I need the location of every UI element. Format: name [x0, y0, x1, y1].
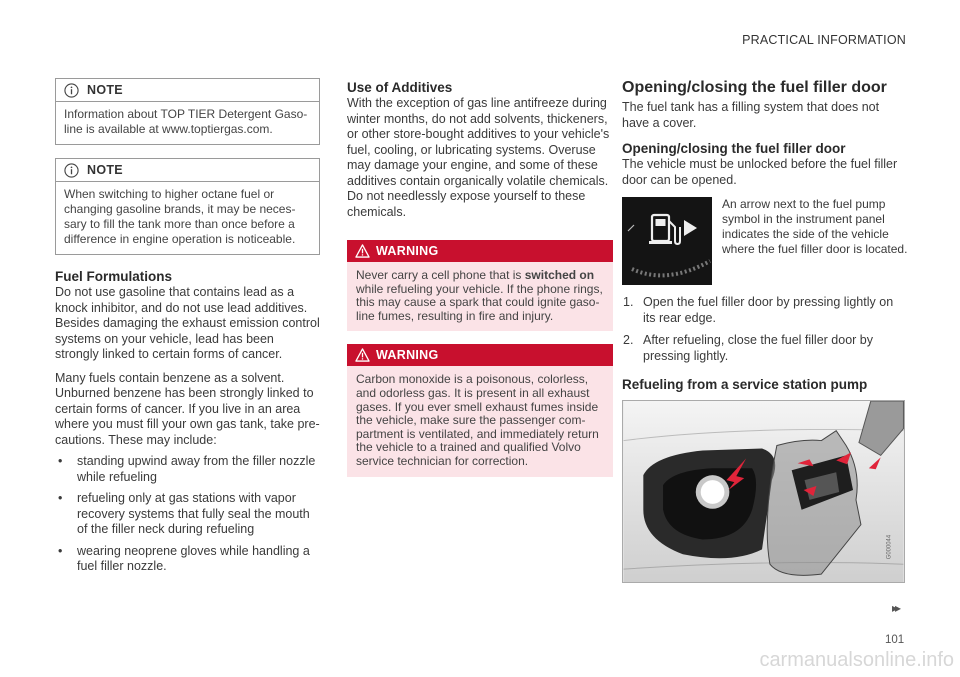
note-text: Information about TOP TIER Detergent Gaso-line is available at www.toptiergas.com.	[64, 107, 308, 136]
note-label: NOTE	[87, 83, 123, 97]
note-header	[56, 79, 319, 102]
bullet-marker: •	[58, 491, 63, 505]
refueling-illustration	[622, 400, 905, 583]
additives-heading: Use of Additives	[347, 80, 453, 95]
warning-text: Never carry a cell phone that is switched on while refueling your vehicle. If the phone rings, this may cause a spark that could ignite gaso-line fumes, resulting in fire and injury.	[356, 268, 603, 323]
next-page-marker: ▸▸	[892, 601, 899, 615]
note-label: NOTE	[87, 163, 123, 177]
filler-door-steps	[622, 295, 908, 364]
fuel-formulations-heading: Fuel Formulations	[55, 269, 173, 284]
note-header	[56, 159, 319, 182]
column-middle	[347, 80, 613, 477]
note-box-octane	[55, 158, 320, 255]
note-box-toptier	[55, 78, 320, 145]
list-item: • standing upwind away from the filler nozzle while refueling	[58, 454, 316, 484]
list-item: 2. After refueling, close the fuel filler door by pressing lightly.	[623, 333, 873, 363]
filler-door-intro: The fuel tank has a filling system that does not have a cover.	[622, 100, 880, 130]
gauge-figure	[622, 197, 908, 285]
warning-text: Carbon monoxide is a poisonous, colorless, and odorless gas. It is present in all exhaust gases. If you ever smell exhaust fumes inside the vehicle, make sure the passenger com-partment is ventilated, and immediately return the vehicle to a trained and qualified Volvo service technician for correction.	[356, 372, 599, 468]
filler-door-main-heading: Opening/closing the fuel filler door	[622, 79, 887, 96]
info-icon	[64, 163, 79, 178]
list-item: • refueling only at gas stations with vapor recovery systems that fully seal the mouth of the filler neck during refueling	[58, 491, 310, 536]
gauge-caption: An arrow next to the fuel pump symbol in the instrument panel indicates the side of the vehicle where the fuel filler door is located.	[722, 197, 908, 256]
note-text: When switching to higher octane fuel or changing gasoline brands, it may be neces-sary to fill the tank more than once before a difference in engine operation is noticeable.	[64, 187, 296, 246]
additives-text: With the exception of gas line antifreeze during winter months, do not add solvents, thickeners, or other store-bought additives to your vehicle's fuel, cooling, or lubricating systems. Overuse may damage your engine, and some of these additives contain organically volatile chemicals. Do not needlessly expose yourself to these chemicals.	[347, 96, 610, 219]
warning-label: WARNING	[376, 244, 439, 258]
warning-header	[347, 344, 613, 366]
filler-door-sub-text: The vehicle must be unlocked before the fuel filler door can be opened.	[622, 157, 898, 187]
filler-door-sub-heading: Opening/closing the fuel filler door	[622, 141, 846, 156]
bullet-marker: •	[58, 454, 63, 468]
warning-header	[347, 240, 613, 262]
refueling-heading: Refueling from a service station pump	[622, 377, 868, 392]
fuel-formulations-para2: Many fuels contain benzene as a solvent. Unburned benzene has been strongly linked to certain forms of cancer. If you live in an area where you must fill your own gas tank, take pre-cautions. These may include:	[55, 370, 320, 447]
info-icon	[64, 83, 79, 98]
section-title: PRACTICAL INFORMATION	[742, 33, 906, 47]
warning-label: WARNING	[376, 348, 439, 363]
precautions-list	[55, 454, 320, 575]
fuel-gauge-image	[622, 197, 712, 285]
fuel-formulations-para1: Do not use gasoline that contains lead as a knock inhibitor, and do not use lead additives. Besides damaging the exhaust emission control systems on your vehicle, lead has been strongly linked to certain forms of cancer.	[55, 285, 320, 361]
column-right	[622, 78, 908, 588]
watermark: carmanualsonline.info	[759, 649, 954, 671]
warning-box-cellphone	[347, 240, 613, 331]
image-code-label: G000044	[886, 534, 893, 560]
warning-triangle-icon	[355, 244, 370, 258]
list-item: • wearing neoprene gloves while handling a fuel filler nozzle.	[58, 543, 310, 573]
column-left	[55, 78, 320, 581]
warning-box-carbon-monoxide	[347, 344, 613, 476]
warning-triangle-icon	[355, 348, 370, 362]
page-number: 101	[885, 634, 905, 646]
list-item: 1. Open the fuel filler door by pressing lightly on its rear edge.	[623, 295, 894, 325]
bullet-marker: •	[58, 543, 63, 558]
